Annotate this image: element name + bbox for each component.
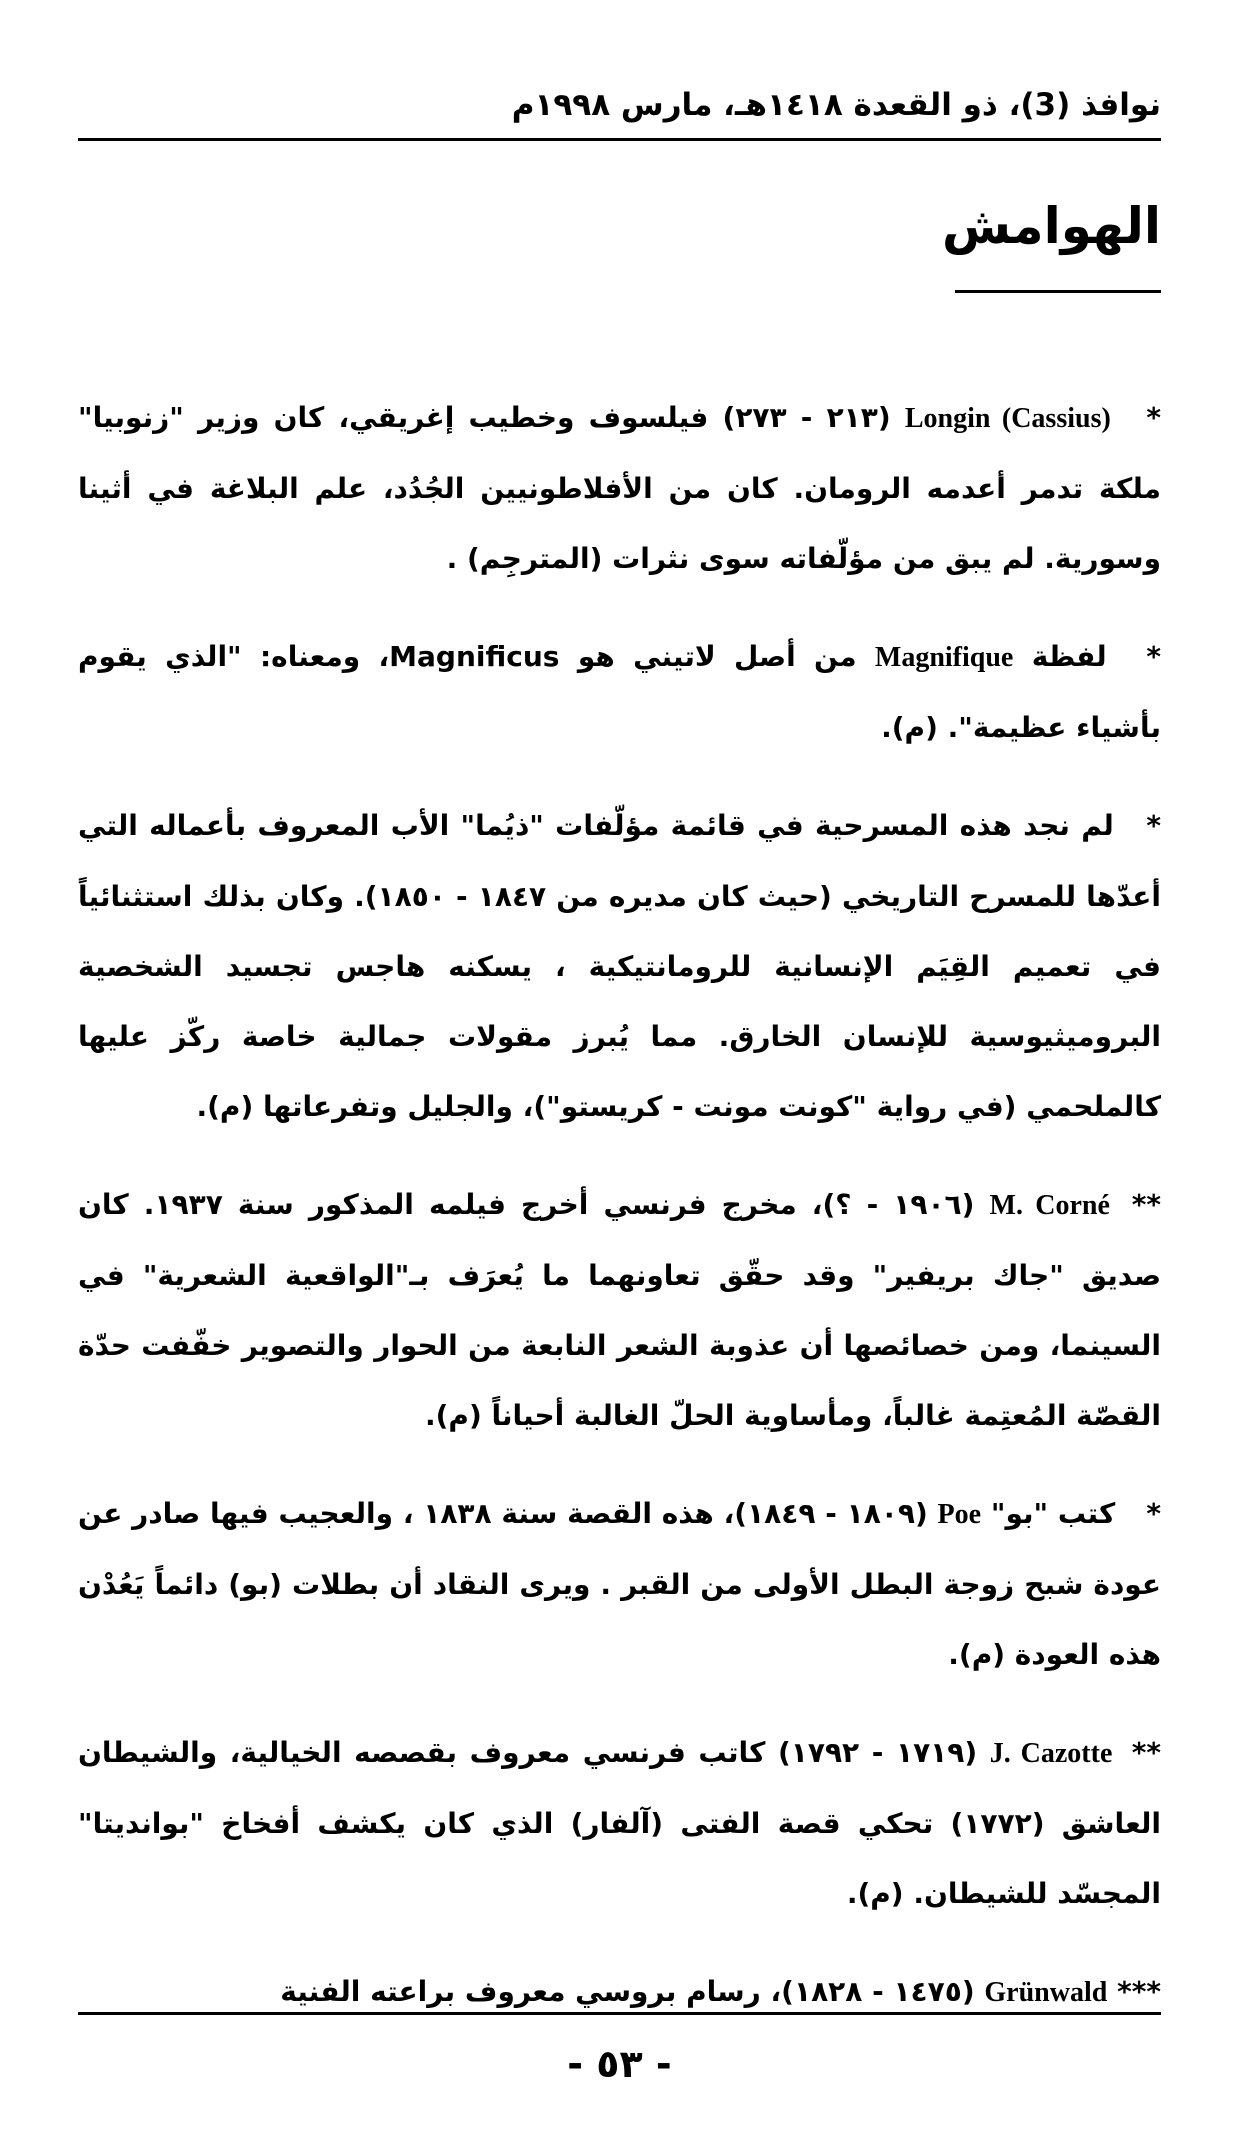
section-title: الهوامش [941, 197, 1161, 255]
footnote-marker: * [1146, 401, 1161, 434]
footnote-marker: *** [1117, 1975, 1161, 2008]
footnote-item [78, 1479, 1161, 1690]
footnote-marker: * [1146, 809, 1161, 842]
footnote-text: لم نجد هذه المسرحية في قائمة مؤلّفات "ذيُما" الأب المعروف بأعماله التي أعدّها للمسرح التاريخي (حيث كان مديره من ١٨٤٧ - ١٨٥٠). وكان بذلك استثنائياً في تعميم القِيَم الإنسانية للرومانتيكية ، يسكنه هاجس تجسيد الشخصية البروميثيوسية للإنسان الخارق. مما يُبرز مقولات جمالية خاصة ركّز عليها كالملحمي (في رواية "كونت مونت - كريستو")، والجليل وتفرعاتها (م). [78, 809, 1161, 1123]
footnote-item [78, 1718, 1161, 1929]
footnote-text: (١٩٠٦ - ؟)، مخرج فرنسي أخرج فيلمه المذكور سنة ١٩٣٧. كان صديق "جاك بريفير" وقد حقّق تعاونهما ما يُعرَف بـ"الواقعية الشعرية" في السينما، ومن خصائصها أن عذوبة الشعر النابعة من الحوار والتصوير خفّفت حدّة القصّة المُعتِمة غالباً، ومأساوية الحلّ الغالبة أحياناً (م). [78, 1188, 1161, 1432]
footnote-latin-term: Grünwald [984, 1977, 1108, 2008]
footnote-item [78, 383, 1161, 594]
footnote-text: (٢١٣ - ٢٧٣) فيلسوف وخطيب إغريقي، كان وزير "زنوبيا" ملكة تدمر أعدمه الرومان. كان من الأفلاطونيين الجُدُد، علم البلاغة في أثينا وسورية. لم يبق من مؤلّفاته سوى نثرات (المترجِم) . [78, 401, 1161, 575]
header-divider [78, 138, 1161, 141]
footnote-latin-term: Poe [937, 1499, 982, 1530]
footnote-item [78, 1170, 1161, 1451]
footnote-marker: ** [1131, 1188, 1162, 1221]
footnote-latin-term: M. Corné [989, 1190, 1110, 1221]
footnote-text: من أصل لاتيني هو Magnificus، ومعناه: "الذي يقوم بأشياء عظيمة". (م). [78, 640, 1161, 744]
footer-divider [78, 2012, 1161, 2015]
footnote-item [78, 791, 1161, 1142]
footnote-marker: * [1146, 1497, 1162, 1530]
footnote-marker: * [1146, 640, 1162, 673]
footnote-latin-term: J. Cazotte [989, 1738, 1113, 1769]
footnote-text: (١٤٧٥ - ١٨٢٨)، رسام بروسي معروف براعته الفنية [280, 1975, 985, 2008]
footnote-latin-term: Magnifique [874, 642, 1014, 673]
footnotes-list [78, 355, 1161, 2040]
page-number: - ٥٣ - [567, 2042, 672, 2086]
footnote-item [78, 622, 1161, 763]
footnote-prefix: كتب "بو" [981, 1497, 1116, 1530]
footnote-latin-term: Longin (Cassius) [904, 403, 1111, 434]
title-underline [955, 290, 1161, 293]
footnote-text: (١٨٠٩ - ١٨٤٩)، هذه القصة سنة ١٨٣٨ ، والعجيب فيها صادر عن عودة شبح زوجة البطل الأولى من القبر . ويرى النقاد أن بطلات (بو) دائماً يَعُدْن هذه العودة (م). [78, 1497, 1161, 1671]
footnote-marker: ** [1131, 1736, 1162, 1769]
footnote-text: (١٧١٩ - ١٧٩٢) كاتب فرنسي معروف بقصصه الخيالية، والشيطان العاشق (١٧٧٢) تحكي قصة الفتى (آلفار) الذي كان يكشف أفخاخ "بوانديتا" المجسّد للشيطان. (م). [78, 1736, 1161, 1910]
footnote-prefix: لفظة [1013, 640, 1107, 673]
running-header: نوافذ (3)، ذو القعدة ١٤١٨هـ، مارس ١٩٩٨م [511, 87, 1161, 123]
footnote-item [78, 1957, 1161, 2028]
